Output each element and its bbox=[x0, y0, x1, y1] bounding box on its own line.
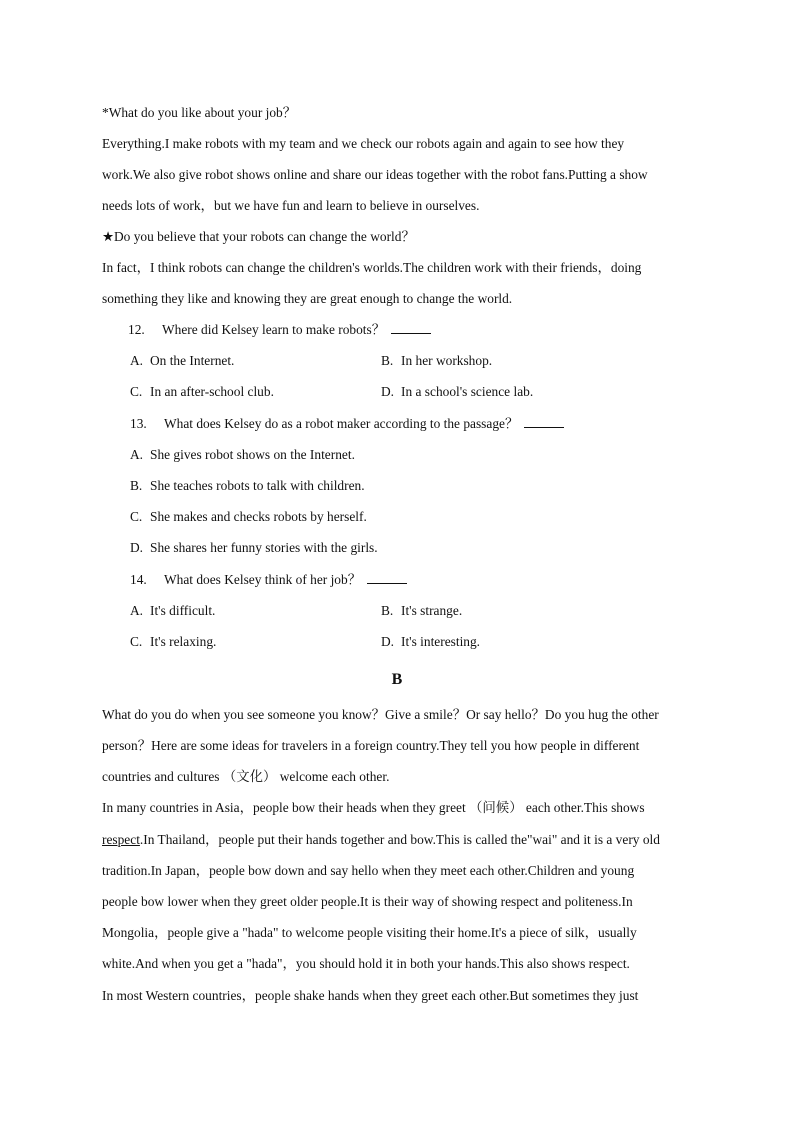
option-12-d[interactable]: D. In a school's science lab. bbox=[381, 384, 534, 399]
question-12 bbox=[128, 320, 431, 340]
answer-blank[interactable] bbox=[524, 415, 564, 428]
passage-b-line-9: white.And when you get a "hada"，you should hold it in both your hands.This also shows respect. bbox=[102, 956, 630, 971]
option-13-c[interactable]: C. She makes and checks robots by herself. bbox=[130, 509, 367, 524]
option-12-c[interactable]: C. In an after-school club. bbox=[130, 384, 274, 399]
option-13-d[interactable]: D. She shares her funny stories with the girls. bbox=[130, 540, 378, 555]
option-12-b[interactable]: B. In her workshop. bbox=[381, 353, 493, 368]
passage-a-line-2: Everything.I make robots with my team and we check our robots again and again to see how they bbox=[102, 136, 625, 151]
question-text: Where did Kelsey learn to make robots？ bbox=[162, 322, 386, 337]
question-text: What does Kelsey think of her job？ bbox=[164, 572, 362, 587]
option-14-b[interactable]: B. It's strange. bbox=[381, 603, 463, 618]
question-text: What does Kelsey do as a robot maker according to the passage？ bbox=[164, 416, 519, 431]
passage-b-line-8: Mongolia，people give a "hada" to welcome people visiting their home.It's a piece of silk，usually bbox=[102, 925, 637, 940]
answer-blank[interactable] bbox=[367, 571, 407, 584]
passage-b-line-1: What do you do when you see someone you know？Give a smile？Or say hello？Do you hug the other bbox=[102, 707, 659, 722]
passage-b-line-10: In most Western countries，people shake hands when they greet each other.But sometimes they just bbox=[102, 988, 639, 1003]
question-number: 13. bbox=[130, 416, 147, 431]
passage-a-line-1: *What do you like about your job？ bbox=[102, 105, 297, 120]
option-14-c[interactable]: C. It's relaxing. bbox=[130, 634, 217, 649]
underlined-word: respect bbox=[102, 832, 140, 847]
passage-b-line-3: countries and cultures （文化） welcome each other. bbox=[102, 769, 390, 784]
passage-b-line-4: In many countries in Asia，people bow their heads when they greet （问候） each other.This shows bbox=[102, 800, 645, 815]
passage-b-line-7: people bow lower when they greet older people.It is their way of showing respect and politeness.In bbox=[102, 894, 633, 909]
answer-blank[interactable] bbox=[391, 321, 431, 334]
question-number: 14. bbox=[130, 572, 147, 587]
passage-a-line-5: ★Do you believe that your robots can change the world？ bbox=[102, 229, 415, 244]
option-14-a[interactable]: A. It's difficult. bbox=[130, 603, 216, 618]
passage-a-line-3: work.We also give robot shows online and share our ideas together with the robot fans.Putting a show bbox=[102, 167, 648, 182]
section-b-heading: B bbox=[391, 671, 403, 688]
option-14-d[interactable]: D. It's interesting. bbox=[381, 634, 481, 649]
passage-b-line-6: tradition.In Japan，people bow down and say hello when they meet each other.Children and young bbox=[102, 863, 635, 878]
question-13 bbox=[130, 414, 564, 434]
passage-b-line-5: respect.In Thailand，people put their hands together and bow.This is called the"wai" and it is a very old bbox=[102, 832, 660, 847]
question-14 bbox=[130, 570, 407, 590]
question-number: 12. bbox=[128, 322, 145, 337]
passage-a-line-6: In fact，I think robots can change the children's worlds.The children work with their friends，doing bbox=[102, 260, 642, 275]
passage-b-line-2: person？Here are some ideas for travelers in a foreign country.They tell you how people in different bbox=[102, 738, 640, 753]
option-13-a[interactable]: A. She gives robot shows on the Internet. bbox=[130, 447, 355, 462]
option-13-b[interactable]: B. She teaches robots to talk with children. bbox=[130, 478, 365, 493]
option-12-a[interactable]: A. On the Internet. bbox=[130, 353, 235, 368]
passage-a-line-7: something they like and knowing they are great enough to change the world. bbox=[102, 291, 513, 306]
passage-a-line-4: needs lots of work，but we have fun and learn to believe in ourselves. bbox=[102, 198, 480, 213]
